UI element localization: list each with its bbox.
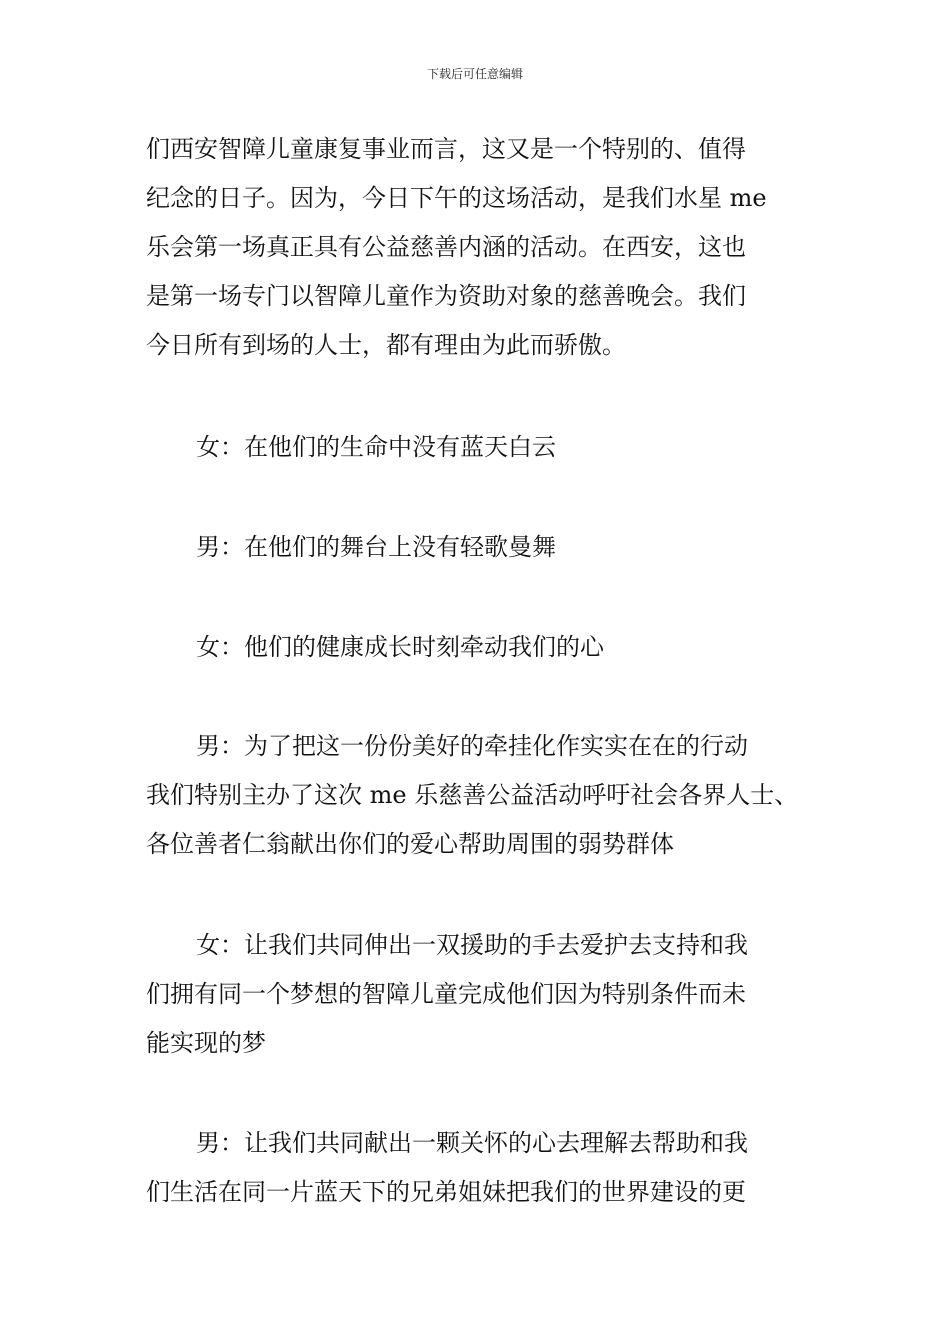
paragraph-1-line-4: 是第一场专门以智障儿童作为资助对象的慈善晚会。我们 bbox=[146, 282, 746, 310]
dialogue-male-2-line-1: 男：为了把这一份份美好的牵挂化作实实在在的行动 bbox=[196, 732, 748, 760]
paragraph-1-line-3: 乐会第一场真正具有公益慈善内涵的活动。在西安，这也 bbox=[146, 233, 746, 261]
dialogue-male-2-line-3: 各位善者仁翁献出你们的爱心帮助周围的弱势群体 bbox=[146, 830, 674, 858]
dialogue-male-3-line-2: 们生活在同一片蓝天下的兄弟姐妹把我们的世界建设的更 bbox=[146, 1178, 746, 1206]
dialogue-female-3-line-2: 们拥有同一个梦想的智障儿童完成他们因为特别条件而未 bbox=[146, 980, 746, 1008]
dialogue-male-1: 男：在他们的舞台上没有轻歌曼舞 bbox=[196, 533, 556, 561]
paragraph-1-line-1: 们西安智障儿童康复事业而言，这又是一个特别的、值得 bbox=[146, 135, 746, 163]
dialogue-female-3-line-1: 女：让我们共同伸出一双援助的手去爱护去支持和我 bbox=[196, 931, 748, 959]
paragraph-1-line-2: 纪念的日子。因为，今日下午的这场活动，是我们水星 me bbox=[146, 184, 767, 212]
dialogue-male-2-line-2: 我们特别主办了这次 me 乐慈善公益活动呼吁社会各界人士、 bbox=[146, 781, 799, 809]
dialogue-female-3-line-3: 能实现的梦 bbox=[146, 1029, 266, 1057]
dialogue-male-3-line-1: 男：让我们共同献出一颗关怀的心去理解去帮助和我 bbox=[196, 1129, 748, 1157]
dialogue-female-1: 女：在他们的生命中没有蓝天白云 bbox=[196, 433, 556, 461]
paragraph-1-line-5: 今日所有到场的人士，都有理由为此而骄傲。 bbox=[146, 331, 626, 359]
page-header: 下载后可任意编辑 bbox=[426, 67, 523, 81]
dialogue-female-2: 女：他们的健康成长时刻牵动我们的心 bbox=[196, 633, 604, 661]
